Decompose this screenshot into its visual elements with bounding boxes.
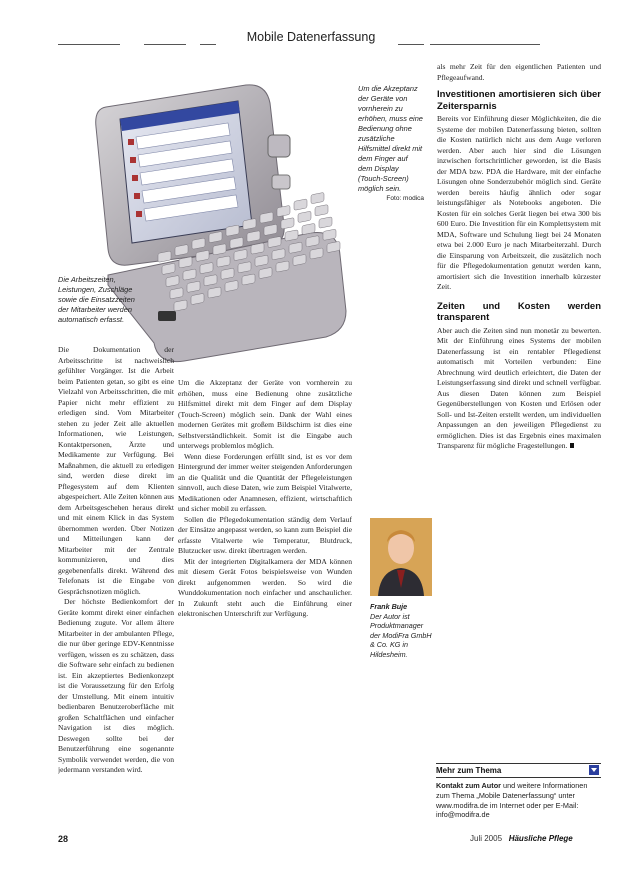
device-caption-text: Um die Akzeptanz der Geräte von vornherein zu erhöhen, muss eine Bedienung ohne zusätzliche Hilfsmittel direkt mit dem Finger auf dem Display (Touch-Screen) möglich sein.	[358, 84, 423, 193]
author-photo	[370, 518, 432, 596]
col3-paragraph-2-text: Aber auch die Zeiten sind nun monetär zu bewerten. Mit der Einführung eines Systems der mobilen Datenerfassung ist ein rentabler Pflegedienst automatisch mit Vorteilen verbunden: Eine Abrechnung wird deutlich erleichtert, die Daten der Leistungserfassung sind direkt und schnell verfügbar. Aus diesen Daten können zum Beispiel Gegenüberstellungen von Kosten und Erlösen oder Soll- und Ist-Zeiten erstellt werden, um individuellen Anpassungen an den jeweiligen Pflegedienst zu ermöglichen. Dies ist das Ergebnis eines maximalen Transparenz für mögliche Fragestellungen.	[437, 325, 601, 450]
header-rule-left-3	[200, 44, 216, 45]
more-info-bold: Kontakt zum Autor	[436, 781, 501, 790]
arrow-down-icon	[589, 765, 599, 775]
worker-caption: Die Arbeitszeiten, Leistungen, Zuschläge sowie die Einsatzzeiten der Mitarbeiter werden automatisch erfasst.	[58, 275, 135, 324]
keyboard-key	[319, 217, 332, 229]
header-rule-right-2	[430, 44, 540, 45]
author-bio	[370, 602, 434, 660]
more-info-heading	[436, 763, 601, 778]
column-3	[437, 62, 601, 752]
device-photo-credit: Foto: modica	[386, 195, 424, 202]
col2-paragraph-2: Wenn diese Forderungen erfüllt sind, ist es vor dem Hintergrund der immer weiter steigenden Anforderungen an die Qualität und die Quantität der Pflegeleistungen sinnvoll, auch diese Daten, wie zum Beispiel Vitalwerte, Medikationen oder Anamnesen, effizient, wirtschaftlich und sicher mobil zu erfassen.	[178, 451, 352, 513]
footer-issue	[470, 834, 573, 843]
column-1	[58, 345, 174, 815]
col3-heading-1: Investitionen amortisieren sich über Zeitersparnis	[437, 89, 601, 112]
page-number: 28	[58, 834, 69, 844]
col3-paragraph-1: Bereits vor Einführung dieser Möglichkeiten, die die Systeme der mobilen Datenerfassung bieten, sollten die Kosten natürlich nicht aus dem Auge verloren werden. Aber auch hier sind die Lösungen inzwischen fortschrittlicher geworden, ist die Basis der MDA bzw. PDA die Hardware, mit der einfache Lösungen ohne Sonderzubehör möglich sind. Geräte werden bereits häufig ähnlich oder sogar leistungsfähiger als Notebooks angeboten. Die Kosten für ein solches Gerät liegen bei etwa 300 bis 600 Euro. Die Investition für ein Komplettsystem mit MDA, Software und Schulung liegt bei 24 Monaten etwa bei 2.000 Euro je nach Mitarbeiterzahl. Durch die Einsparung von Arbeitszeit, die zusätzlich noch für die Pflegedokumentation genutzt werden kann, amortisiert sich die Investition innerhalb kürzester Zeit.	[437, 114, 601, 291]
header-rule-left-1	[58, 44, 120, 45]
keyboard-key	[298, 211, 311, 223]
col2-paragraph-4: Mit der integrierten Digitalkamera der MDA können mit diesem Gerät Fotos beispielsweise von Wunden direkt aufgenommen werden. So wird die Wunddokumentation noch einfacher und anschaulicher. In Zukunft steht auch die Einführung einer elektronischen Unterschrift zur Verfügung.	[178, 556, 352, 618]
col1-paragraph-2: Der höchste Bedienkomfort der Geräte kommt direkt einer einfachen Bedienung zugute. Vor allem ältere Mitarbeiter in der ambulanten Pflege, die nur über geringe EDV-Kenntnisse verfügen, wissen es zu schätzen, dass die Software sehr einfach zu bedienen ist. Ein akzeptiertes Bedienkonzept ist die Voraussetzung für den Erfolg der Umstellung. Mit einem intuitiv bedienbaren Benutzeroberfläche mit großen Schaltflächen und einfacher Navigation ist dies möglich. Deswegen sollte bei der Benutzerführung eine sogenannte Symbolik verwendet werden, die von jedermann verstanden wird.	[58, 597, 174, 774]
footer-magazine-name: Häusliche Pflege	[508, 834, 573, 843]
keyboard-key	[315, 205, 328, 217]
more-info-title: Mehr zum Thema	[436, 766, 502, 775]
article-end-mark	[570, 443, 574, 448]
author-bio-text: Der Autor ist Produktmanager der ModiFra GmbH & Co. KG in Hildesheim.	[370, 611, 432, 659]
section-title: Mobile Datenerfassung	[246, 30, 376, 44]
footer-issue-date: Juli 2005	[470, 834, 503, 843]
col3-heading-2: Zeiten und Kosten werden transparent	[437, 300, 601, 323]
col1-paragraph-1: Die Dokumentation der Arbeitsschritte ist nachweislich gefühlter Vorgänger. Ist die Arbeit beim Patienten getan, so gibt es eine Vielzahl von Arbeitsschritten, die mit Papier nicht mehr effizient zu erledigen sind. Vom Mitarbeiter stehen zu jeder Zeit alle aktuellen Informationen, wie Leistungen, Kontaktpersonen, Ärzte und Medikamente zur Verfügung. Bei Maßnahmen, die aktuell zu erledigen sind, werden diese direkt im Pflegesystem auf dem Klienten abgespeichert. Alle Zeiten können aus dem Arbeitsgeschehen heraus direkt und mit einem Klick in das System übernommen werden. Über Notizen und Mitteilungen kann der Mitarbeiter mit der Zentrale kommunizieren, und dies gegebenenfalls direkt. Während des Telefonats ist die Eingabe von Gesprächsnotizen möglich.	[58, 345, 174, 596]
keyboard-key	[311, 192, 324, 204]
more-info-box	[436, 763, 601, 820]
col2-paragraph-1: Um die Akzeptanz der Geräte von vornherein zu erhöhen, muss eine Bedienung ohne zusätzliche Hilfsmittel direkt mit dem Finger auf dem Display (Touch-Screen) möglich sein. Dank der Wahl eines modernen Gerätes mit großem Bildschirm ist dies eine Selbstverständlichkeit. Somit ist die Eingabe auch unterwegs problemlos möglich.	[178, 378, 352, 450]
column-2	[178, 378, 352, 815]
more-info-text	[436, 781, 601, 820]
col2-paragraph-3: Sollen die Pflegedokumentation ständig dem Verlauf der Einsätze angepasst werden, so kann zum Beispiel die erfasste Vitalwerte wie Temperatur, Blutdruck, Blutzucker usw. direkt übertragen werden.	[178, 514, 352, 555]
keyboard-key	[294, 199, 307, 211]
col3-intro: als mehr Zeit für den eigentlichen Patienten und Pflegeaufwand.	[437, 62, 601, 82]
author-name: Frank Buje	[370, 602, 408, 611]
header-rule-right-1	[398, 44, 424, 45]
more-info-body: und weitere Informationen zum Thema „Mobile Datenerfassung“ unter www.modifra.de im Internet oder per E-Mail: info@modifra.de	[436, 781, 588, 820]
col3-paragraph-2	[437, 326, 601, 452]
device-caption	[358, 84, 424, 204]
header-rule-left-2	[144, 44, 186, 45]
